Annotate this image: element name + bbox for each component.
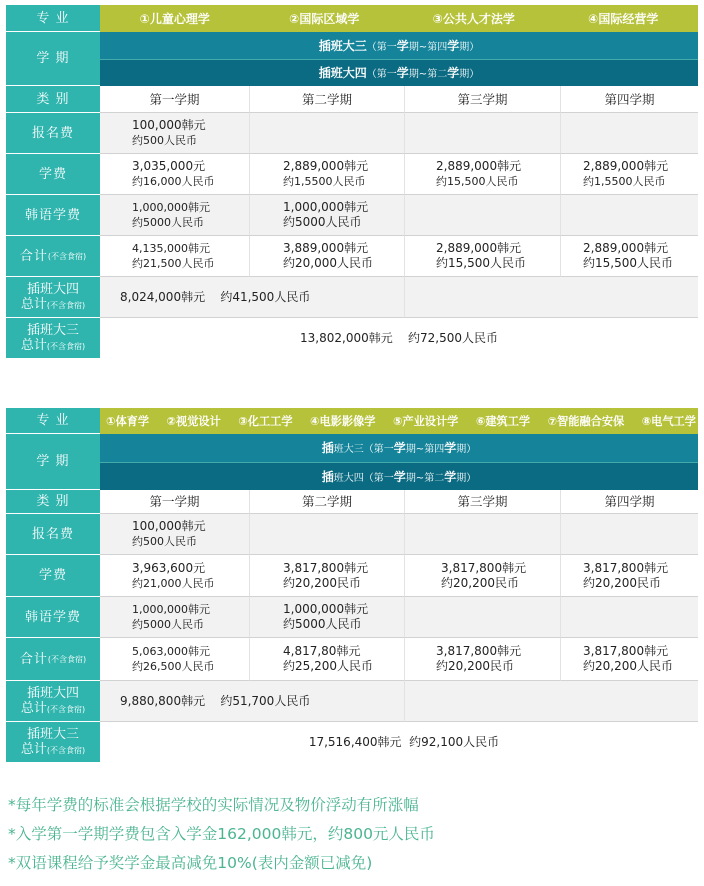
- amount-krw: 1,000,000韩元: [283, 200, 369, 214]
- amount-cny: 约20,200民币: [283, 575, 361, 590]
- major-row: [6, 5, 698, 32]
- semester-junior: [100, 32, 698, 60]
- amount-krw: 100,000韩元: [132, 519, 206, 533]
- semester-senior-title: 插班大四: [318, 66, 367, 81]
- tuition-cell: [561, 555, 698, 597]
- amount-krw: 2,889,000韩元: [583, 159, 669, 173]
- total-cell: [250, 638, 405, 681]
- major-item: ⑥建筑工学: [475, 415, 531, 428]
- label-major: 专 业: [6, 408, 100, 434]
- amount-cny: 约20,000人民币: [283, 256, 373, 270]
- label-junior-total-note: (不含食宿): [46, 341, 86, 351]
- amount-krw: 1,000,000韩元: [132, 603, 210, 616]
- major-item: ①体育学: [106, 415, 150, 428]
- senior-total-value: 9,880,800韩元 约51,700人民币: [100, 681, 405, 722]
- total-row: [6, 638, 698, 681]
- major-item: ③公共人才法学: [432, 12, 515, 26]
- footnote-item: *每年学费的标准会根据学校的实际情况及物价浮动有所涨幅: [8, 796, 419, 814]
- total-cell: [405, 236, 561, 277]
- korean-tuition-cell: [250, 597, 405, 638]
- total-cell: [100, 638, 250, 681]
- amount-cny: 约5000人民币: [283, 617, 362, 631]
- amount-krw: 2,889,000韩元: [436, 241, 522, 255]
- korean-tuition-cell: [100, 597, 250, 638]
- semester-junior-range: 期~第四: [408, 41, 448, 53]
- amount-cny: 约20,200民币: [436, 659, 514, 673]
- empty-cell: [561, 195, 698, 236]
- semester-junior-range: 期~第四: [405, 444, 445, 456]
- amount-krw: 3,889,000韩元: [283, 241, 369, 255]
- semester-senior-range: 期）: [459, 69, 480, 81]
- empty-cell: [405, 514, 561, 555]
- header-semester-2: 第二学期: [250, 490, 405, 514]
- label-total-text: 合计: [19, 248, 48, 264]
- korean-tuition-row: [6, 597, 698, 638]
- amount-krw: 4,135,000韩元: [132, 242, 210, 255]
- junior-total-row: [6, 722, 698, 763]
- semester-junior-range: 期）: [459, 41, 480, 53]
- amount-cny: 约25,200人民币: [283, 659, 373, 673]
- amount-cny: 约20,200民币: [583, 575, 661, 590]
- total-row: [6, 236, 698, 277]
- amount-krw: 2,889,000韩元: [583, 241, 669, 255]
- header-semester-4: 第四学期: [561, 490, 698, 514]
- tuition-cell: [100, 154, 250, 195]
- registration-cell: [100, 113, 250, 154]
- semester-row: [6, 434, 698, 490]
- tuition-cell: [561, 154, 698, 195]
- label-junior-total: [6, 722, 100, 763]
- semester-senior-range: 期）: [456, 472, 477, 484]
- header-semester-4: 第四学期: [561, 86, 698, 113]
- category-row: [6, 86, 698, 113]
- footnote-item: *入学第一学期学费包含入学金162,000韩元，约800元人民币: [8, 825, 435, 843]
- category-row: [6, 490, 698, 514]
- amount-krw: 100,000韩元: [132, 118, 206, 132]
- header-semester-3: 第三学期: [405, 490, 561, 514]
- major-item: ④国际经营学: [588, 12, 659, 26]
- amount-cny: 约26,500人民币: [132, 660, 215, 673]
- semester-senior-range: 学: [447, 66, 460, 81]
- amount-cny: 约5000人民币: [132, 216, 204, 229]
- amount-krw: 3,963,600元: [132, 560, 206, 575]
- empty-cell: [405, 195, 561, 236]
- label-total-text: 合计: [19, 651, 48, 667]
- semester-junior-range: 学: [393, 441, 406, 456]
- total-cell: [405, 638, 561, 681]
- korean-tuition-cell: [100, 195, 250, 236]
- total-cell: [561, 638, 698, 681]
- tuition-cell: [250, 154, 405, 195]
- major-list: [100, 408, 698, 434]
- tuition-cell: [100, 555, 250, 597]
- amount-cny: 约15,500人民币: [436, 175, 519, 188]
- header-semester-2: 第二学期: [250, 86, 405, 113]
- label-major: 专 业: [6, 5, 100, 32]
- junior-total-row: [6, 318, 698, 359]
- senior-total-row: [6, 277, 698, 318]
- empty-cell: [561, 597, 698, 638]
- label-junior-total: [6, 318, 100, 359]
- amount-cny: 约1,5500人民币: [583, 175, 666, 188]
- semester-junior-range: 班大三（第一: [333, 444, 394, 456]
- major-item: ①儿童心理学: [139, 12, 210, 26]
- label-junior-total-line2: 总计: [20, 741, 47, 757]
- semester-senior-range: 学: [396, 66, 409, 81]
- semester-junior: [100, 434, 698, 463]
- amount-krw: 5,063,000韩元: [132, 645, 210, 658]
- tuition-row: [6, 555, 698, 597]
- semester-senior-range: 学: [393, 469, 406, 484]
- semester-junior-range: 学: [396, 38, 409, 53]
- label-senior-total: [6, 277, 100, 318]
- header-semester-1: 第一学期: [100, 490, 250, 514]
- major-row: [6, 408, 698, 434]
- korean-tuition-row: [6, 195, 698, 236]
- label-senior-total-line1: 插班大四: [26, 281, 79, 297]
- amount-krw: 3,817,800韩元: [441, 560, 527, 575]
- semester-junior-range: 期）: [456, 444, 477, 456]
- label-total: [6, 638, 100, 681]
- header-semester-1: 第一学期: [100, 86, 250, 113]
- empty-cell: [250, 514, 405, 555]
- label-category: 类 别: [6, 86, 100, 113]
- tuition-cell: [405, 154, 561, 195]
- label-korean-tuition: 韩语学费: [6, 195, 100, 236]
- footnote-item: *双语课程给予奖学金最高减免10%(表内金额已减免): [8, 854, 373, 872]
- amount-krw: 4,817,80韩元: [283, 644, 361, 658]
- amount-krw: 3,817,800韩元: [436, 644, 522, 658]
- amount-krw: 1,000,000韩元: [283, 602, 369, 616]
- semester-senior: [100, 463, 698, 491]
- amount-cny: 约5000人民币: [283, 215, 362, 229]
- amount-cny: 约15,500人民币: [436, 256, 526, 270]
- label-senior-total-note: (不含食宿): [46, 300, 86, 310]
- tuition-cell: [250, 555, 405, 597]
- tuition-row: [6, 154, 698, 195]
- amount-krw: 2,889,000韩元: [283, 159, 369, 173]
- label-senior-total: [6, 681, 100, 722]
- amount-cny: 约500人民币: [132, 535, 197, 548]
- empty-cell: [561, 113, 698, 154]
- amount-cny: 约1,5500人民币: [283, 175, 366, 188]
- major-item: ②视觉设计: [166, 415, 221, 428]
- registration-cell: [100, 514, 250, 555]
- label-senior-total-line1: 插班大四: [26, 685, 79, 701]
- label-korean-tuition: 韩语学费: [6, 597, 100, 638]
- amount-krw: 3,035,000元: [132, 159, 206, 173]
- total-cell: [561, 236, 698, 277]
- semester-senior-range: 期~第二: [405, 472, 445, 484]
- amount-krw: 3,817,800韩元: [583, 644, 669, 658]
- label-total-note: (不含食宿): [47, 251, 87, 261]
- major-item: ④电影影像学: [310, 415, 376, 428]
- semester-junior-title: 插班大三: [318, 38, 367, 53]
- amount-cny: 约20,200人民币: [583, 659, 673, 673]
- semester-junior-title: 插: [321, 441, 334, 456]
- label-total: [6, 236, 100, 277]
- label-semester: 学 期: [6, 434, 100, 490]
- amount-krw: 3,817,800韩元: [283, 560, 369, 575]
- amount-cny: 约16,000人民币: [132, 175, 215, 188]
- major-item: ⑧电气工学: [641, 415, 696, 428]
- label-senior-total-line2: 总计: [20, 296, 47, 312]
- amount-cny: 约5000人民币: [132, 618, 204, 631]
- label-senior-total-line2: 总计: [20, 700, 47, 716]
- label-junior-total-line1: 插班大三: [26, 322, 79, 338]
- empty-cell: [405, 113, 561, 154]
- label-tuition: 学费: [6, 555, 100, 597]
- senior-total-row: [6, 681, 698, 722]
- semester-junior-range: 学: [447, 38, 460, 53]
- empty-cell: [405, 597, 561, 638]
- label-tuition: 学费: [6, 154, 100, 195]
- amount-krw: 2,889,000韩元: [436, 159, 522, 173]
- label-junior-total-line2: 总计: [20, 337, 47, 353]
- amount-krw: 1,000,000韩元: [132, 201, 210, 214]
- label-junior-total-line1: 插班大三: [26, 726, 79, 742]
- junior-total-value: 13,802,000韩元 约72,500人民币: [100, 318, 698, 359]
- semester-senior-range: （第一: [366, 69, 397, 81]
- empty-cell: [405, 681, 698, 722]
- label-category: 类 别: [6, 490, 100, 514]
- label-senior-total-note: (不含食宿): [46, 704, 86, 714]
- major-item: ⑤产业设计学: [392, 415, 459, 428]
- registration-row: [6, 113, 698, 154]
- semester-senior-range: 班大四（第一: [333, 472, 394, 484]
- label-total-note: (不含食宿): [47, 654, 87, 664]
- registration-row: [6, 514, 698, 555]
- label-registration: 报名费: [6, 113, 100, 154]
- amount-cny: 约15,500人民币: [583, 256, 673, 270]
- semester-senior: [100, 60, 698, 87]
- amount-cny: 约500人民币: [132, 134, 197, 147]
- empty-cell: [250, 113, 405, 154]
- major-list: [100, 5, 698, 32]
- korean-tuition-cell: [250, 195, 405, 236]
- major-item: ②国际区域学: [289, 12, 360, 26]
- empty-cell: [561, 514, 698, 555]
- header-semester-3: 第三学期: [405, 86, 561, 113]
- semester-senior-title: 插: [321, 469, 334, 484]
- semester-row: [6, 32, 698, 86]
- amount-cny: 约21,500人民币: [132, 257, 215, 270]
- amount-krw: 3,817,800韩元: [583, 560, 669, 575]
- label-junior-total-note: (不含食宿): [46, 745, 86, 755]
- semester-senior-range: 期~第二: [408, 69, 448, 81]
- total-cell: [250, 236, 405, 277]
- semester-junior-range: （第一: [366, 41, 397, 53]
- label-registration: 报名费: [6, 514, 100, 555]
- semester-junior-range: 学: [444, 441, 457, 456]
- junior-total-value: 17,516,400韩元 约92,100人民币: [100, 722, 698, 763]
- tuition-cell: [405, 555, 561, 597]
- empty-cell: [405, 277, 698, 318]
- major-item: ③化工工学: [238, 415, 293, 428]
- senior-total-value: 8,024,000韩元 约41,500人民币: [100, 277, 405, 318]
- semester-senior-range: 学: [444, 469, 457, 484]
- label-semester: 学 期: [6, 32, 100, 86]
- amount-cny: 约21,000人民币: [132, 576, 215, 590]
- major-item: ⑦智能融合安保: [547, 415, 625, 428]
- footnotes: [8, 791, 435, 878]
- amount-cny: 约20,200民币: [441, 575, 519, 590]
- total-cell: [100, 236, 250, 277]
